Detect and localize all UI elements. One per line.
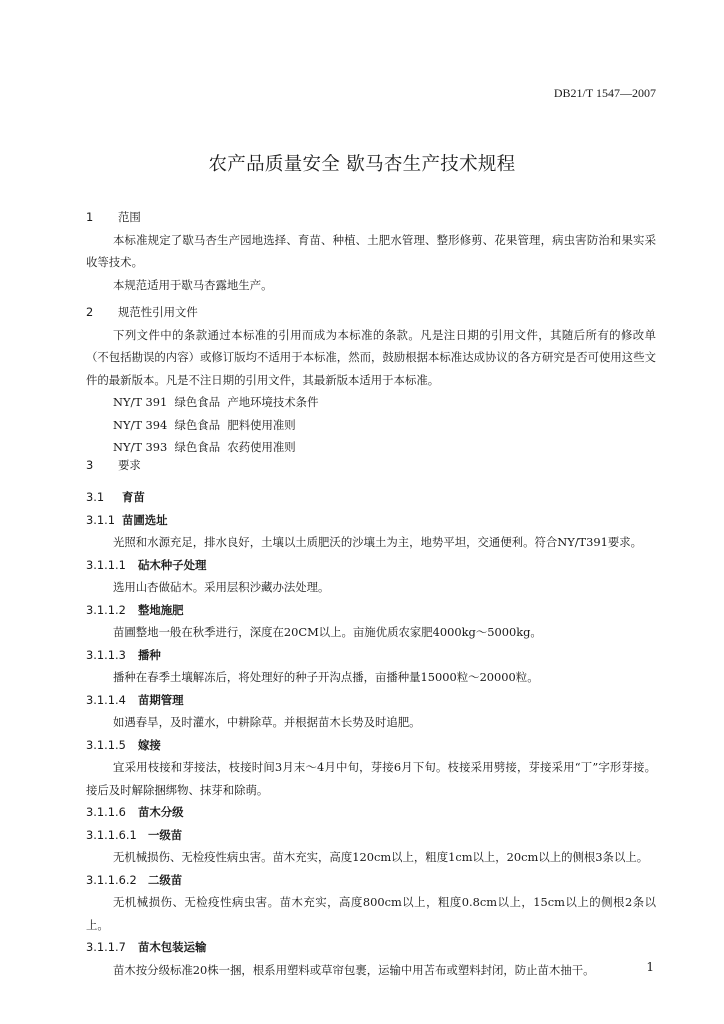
subsection-heading [86,509,656,532]
reference-item: NY/T 393 绿色食品 农药使用准则 [113,440,296,454]
section-number: 3.1.1.2 [86,602,126,617]
paragraph: 本标准规定了歇马杏生产园地选择、育苗、种植、土肥水管理、整形修剪、花果管理，病虫害防治和果实采收等技术。 [86,232,656,269]
section-title: 苗木包装运输 [138,940,207,954]
subsection-heading [86,869,656,892]
section-number: 3.1.1.5 [86,737,126,752]
section-title: 整地施肥 [138,602,184,617]
section-title: 范围 [118,210,141,224]
section-1 [86,206,656,296]
paragraph: 无机械损伤、无检疫性病虫害。苗木充实，高度120cm以上，粗度1cm以上，20cm以上的侧根3条以上。 [113,850,649,864]
paragraph: 选用山杏做砧木。采用层积沙藏办法处理。 [113,580,330,594]
paragraph: 本规范适用于歇马杏露地生产。 [113,277,273,292]
section-heading [86,301,656,324]
section-number: 3.1.1 [86,512,115,527]
standard-code: DB21/T 1547—2007 [553,86,656,100]
section-number: 3.1.1.1 [86,557,126,572]
paragraph: 无机械损伤、无检疫性病虫害。苗木充实，高度800cm以上，粗度0.8cm以上，15cm以上的侧根2条以上。 [86,895,656,932]
subsection-heading [86,689,656,712]
section-number: 3.1.1.6 [86,805,126,819]
subsection-heading [86,554,656,577]
section-title: 规范性引用文件 [118,305,198,319]
paragraph: 光照和水源充足，排水良好，土壤以土质肥沃的沙壤土为主，地势平坦，交通便利。符合NY/T391要求。 [113,535,643,549]
subsection-heading [86,599,656,622]
section-heading [86,454,656,477]
section-title: 苗木分级 [138,805,184,819]
section-title: 要求 [118,458,141,472]
section-number: 3.1.1.7 [86,940,126,954]
page-number: 1 [646,960,654,974]
section-2 [86,301,656,459]
reference-item: NY/T 394 绿色食品 肥料使用准则 [113,417,296,432]
section-3 [86,454,656,477]
reference-item: NY/T 391 绿色食品 产地环境技术条件 [113,395,319,409]
section-number: 3.1.1.4 [86,692,126,707]
section-number: 3 [86,458,94,472]
subsection-heading [86,801,656,824]
section-number: 3.1.1.6.1 [86,827,137,842]
subsection-heading [86,734,656,757]
section-number: 2 [86,305,94,319]
paragraph: 如遇春旱，及时灌水，中耕除草。并根据苗木长势及时追肥。 [113,715,421,729]
section-3-body [86,486,656,981]
section-title: 播种 [138,647,161,662]
section-number: 3.1 [86,490,105,504]
paragraph: 下列文件中的条款通过本标准的引用而成为本标准的条款。凡是注日期的引用文件，其随后所有的修改单（不包括勘误的内容）或修订版均不适用于本标准，然而，鼓励根据本标准达成协议的各方研究是否可使用这些文件的最新版本。凡是不注日期的引用文件，其最新版本适用于本标准。 [86,327,656,387]
document-title: 农产品质量安全 歇马杏生产技术规程 [208,154,516,175]
section-title: 嫁接 [138,737,161,752]
section-heading [86,206,656,229]
paragraph: 宜采用枝接和芽接法，枝接时间3月末～4月中旬，芽接6月下旬。枝接采用劈接，芽接采用“丁”字形芽接。接后及时解除捆绑物、抹芽和除萌。 [86,760,656,797]
section-title: 砧木种子处理 [138,557,207,572]
section-title: 二级苗 [148,872,183,887]
paragraph: 苗木按分级标准20株一捆，根系用塑料或草帘包裹，运输中用苫布或塑料封闭，防止苗木抽干。 [113,962,595,977]
subsection-heading [86,486,656,509]
paragraph: 播种在春季土壤解冻后，将处理好的种子开沟点播，亩播种量15000粒～20000粒。 [113,670,539,684]
section-title: 一级苗 [148,827,183,842]
section-number: 1 [86,210,94,224]
section-number: 3.1.1.3 [86,647,126,662]
section-number: 3.1.1.6.2 [86,872,137,887]
subsection-heading [86,936,656,959]
section-title: 苗期管理 [138,692,184,707]
subsection-heading [86,644,656,667]
section-title: 育苗 [122,490,145,504]
section-title: 苗圃选址 [122,512,168,527]
paragraph: 苗圃整地一般在秋季进行，深度在20CM以上。亩施优质农家肥4000kg～5000kg。 [113,625,542,639]
subsection-heading [86,824,656,847]
